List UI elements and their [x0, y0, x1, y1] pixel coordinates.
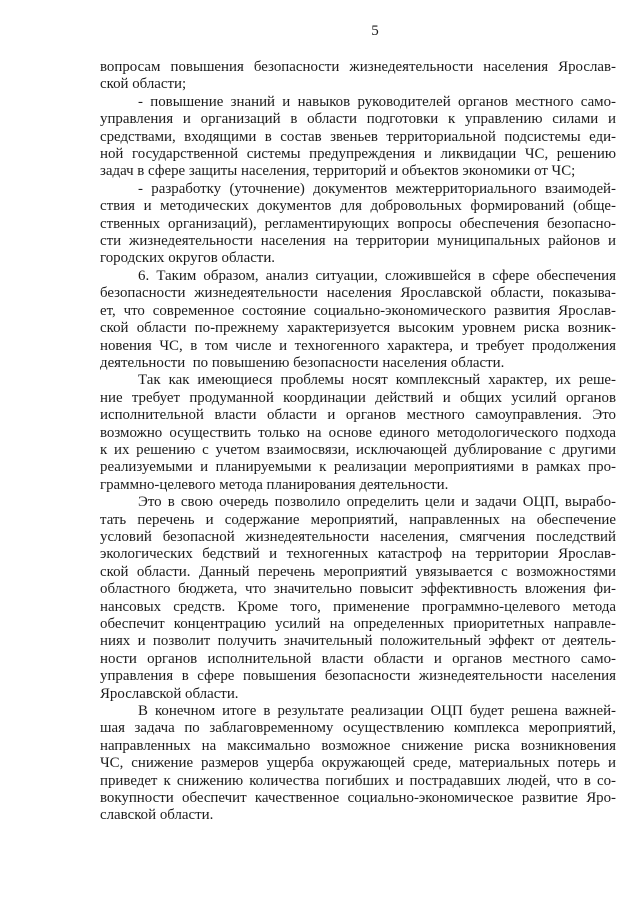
text-line: ской области по-прежнему характеризуется высоким уровнем риска возник-: [100, 320, 616, 337]
text-line: деятельности по повышению безопасности населения области.: [100, 354, 505, 371]
text-line: обеспечит концентрацию усилий на определенных приоритетных направле-: [100, 616, 616, 632]
text-line: ние требует продуманной координации действий и общих усилий органов: [100, 389, 616, 406]
text-line: 6. Таким образом, анализ ситуации, сложившейся в сфере обеспечения: [138, 267, 616, 284]
text-line: экологических бедствий и техногенных катастроф на территории Ярослав-: [100, 546, 616, 563]
text-line: - разработку (уточнение) документов межтерриториального взаимодей-: [138, 180, 616, 197]
paragraph: [100, 372, 616, 494]
text-line: сти жизнедеятельности населения на территории муниципальных районов и: [100, 233, 616, 250]
text-line: средствами, входящими в состав звеньев территориальной подсистемы еди-: [100, 128, 616, 145]
text-line: направленных на максимально возможное снижение риска возникновения: [100, 737, 616, 754]
paragraph: [100, 268, 616, 372]
paragraph: [100, 59, 616, 94]
text-line: к их решению с учетом взаимосвязи, исключающей дублирование с другими: [100, 441, 616, 458]
document-body: [100, 59, 616, 825]
text-line: реализуемыми и планируемыми к реализации мероприятиями в рамках про-: [100, 459, 616, 476]
text-line: Ярославской области.: [100, 685, 239, 702]
text-line: тать перечень и содержание мероприятий, направленных на обеспечение: [100, 511, 616, 528]
text-line: ности органов исполнительной власти области и органов местного само-: [100, 650, 616, 667]
text-line: ской области. Данный перечень мероприятий увязывается с возможностями: [100, 563, 616, 580]
text-line: исполнительной власти области и органов местного самоуправления. Это: [100, 407, 616, 424]
text-line: нансовых средств. Кроме того, применение программно-целевого метода: [100, 598, 616, 615]
text-line: Это в свою очередь позволило определить цели и задачи ОЦП, вырабо-: [138, 494, 616, 511]
text-line: приведет к снижению количества погибших и пострадавших людей, что в со-: [100, 772, 616, 789]
paragraph: [100, 181, 616, 268]
text-line: ствия и методических документов для добровольных формирований (обще-: [100, 198, 616, 215]
text-line: - повышение знаний и навыков руководителей органов местного само-: [138, 93, 616, 110]
text-line: ниях и позволит получить значительный положительный эффект от деятель-: [100, 633, 616, 650]
text-line: вопросам повышения безопасности жизнедеятельности населения Ярослав-: [100, 59, 616, 75]
text-line: управления в сфере повышения безопасности жизнедеятельности населения: [100, 668, 616, 685]
paragraph: [100, 94, 616, 181]
text-line: городских округов области.: [100, 250, 276, 267]
text-line: ской области;: [100, 76, 187, 93]
text-line: В конечном итоге в результате реализации ОЦП будет решена важней-: [138, 703, 616, 720]
text-line: ЧС, снижение размеров ущерба окружающей среде, материальных потерь и: [100, 755, 616, 772]
paragraph: [100, 494, 616, 703]
text-line: новения ЧС, в том числе и техногенного характера, и требует продолжения: [100, 337, 616, 354]
text-line: граммно-целевого метода планирования деятельности.: [100, 476, 449, 493]
text-line: областного бюджета, что значительно повысит эффективность вложения фи-: [100, 581, 616, 598]
text-line: ной государственной системы предупреждения и ликвидации ЧС, решению: [100, 146, 616, 163]
text-line: вокупности обеспечит качественное социально-экономическое развитие Яро-: [100, 790, 616, 807]
text-line: возможно осуществить только на основе единого методологического подхода: [100, 424, 616, 441]
page-number: 5: [371, 23, 379, 39]
text-line: задач в сфере защиты населения, территорий и объектов экономики от ЧС;: [100, 163, 576, 180]
text-line: шая задача по заблаговременному осуществлению комплекса мероприятий,: [100, 720, 616, 737]
text-line: безопасности жизнедеятельности населения Ярославской области, показыва-: [100, 285, 616, 302]
text-line: ет, что современное состояние социально-экономического развития Ярослав-: [100, 302, 616, 319]
text-line: управления и организаций в области подготовки к управлению силами и: [100, 111, 616, 128]
text-line: ственных организаций), регламентирующих вопросы обеспечения безопасно-: [100, 215, 616, 232]
text-line: Так как имеющиеся проблемы носят комплексный характер, их реше-: [138, 372, 616, 389]
text-line: условий безопасной жизнедеятельности населения, смягчения последствий: [100, 528, 616, 545]
paragraph: [100, 703, 616, 825]
text-line: славской области.: [100, 807, 214, 824]
